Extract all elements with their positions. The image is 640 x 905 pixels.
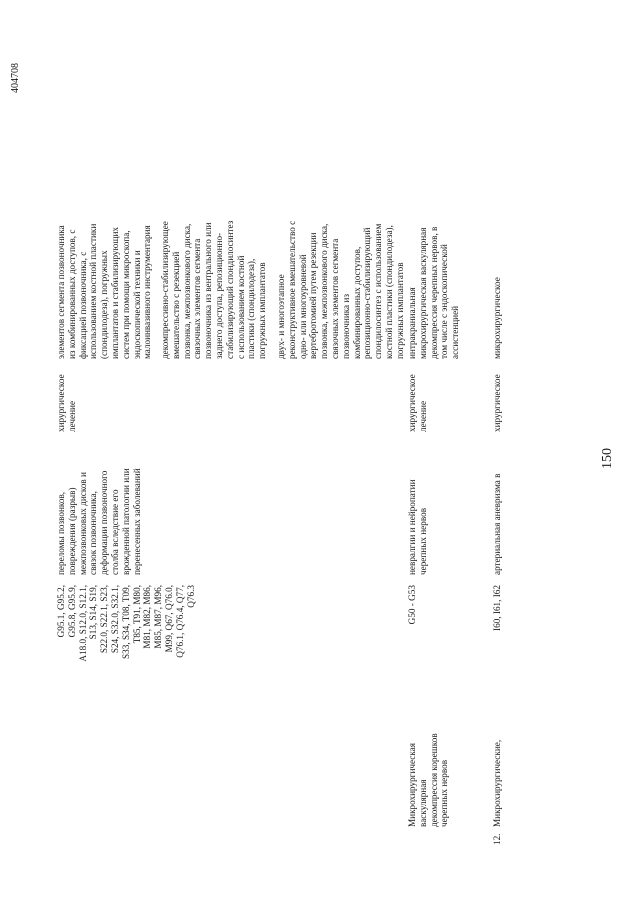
table-row-0-diagnosis: переломы позвонков, повреждения (разрыв) межпозвонковых дисков и связок позвоночника, деформации позвоночного столба вследствие его врожденной патологии или перенесенных заболеваний [56, 468, 142, 575]
table-row-0-method-1: декомпрессивно-стабилизирующее вмешательство с резекцией позвонка, межпозвонкового диска, связочных элементов сегмента позвоночника из вентрального или заднего доступа, репозиционно- стабилизирующий спондилосинтез с использованием костной пластики (спондилодеза), погружных имплантатов [160, 220, 268, 359]
table-row-1-method-0: интракраниальная микрохирургическая васкулярная декомпрессия черепных нервов, в том числе с эндоскопической ассистенцией [407, 226, 461, 359]
table-row-2-treatment: хирургическое [492, 374, 502, 432]
table-row-0-codes: G95.1, G95.2, G95.8, G95.9, A18.0, S12.0, S12.1, S13, S14, S19, S22.0, S22.1, S23, S24, S32.0, S32.1, S33, S34, T08, T09, T85, T91, M80, M81, M82, M86, M85, M87, M96, M99, Q67, Q76.0, Q76.1, Q76.4, Q77, Q76.3 [56, 585, 196, 662]
table-row-2-diagnosis: артериальная аневризма в [492, 473, 502, 575]
table-row-2-name: Микрохирургические, [492, 739, 502, 827]
table-row-1-codes: G50 - G53 [407, 585, 417, 625]
document-number: 404708 [10, 63, 21, 93]
table-row-0-treatment: хирургическое лечение [56, 374, 77, 432]
table-row-1-name: Микрохирургическая васкулярная декомпрессия корешков черепных нервов [407, 733, 450, 827]
table-row-2-number: 12. [492, 833, 502, 845]
table-row-1-treatment: хирургическое лечение [407, 374, 428, 432]
table-row-0-method-0: элементов сегмента позвоночника из комбинированных доступов, с фиксацией позвоночника, с использованием костной пластики (спондилодеза), погружных имплантатов и стабилизирующих систем при помощи микроскопа, эндоскопической техники и малоинвазивного инструментария [56, 223, 153, 359]
table-row-2-codes: I60, I61, I62 [492, 585, 502, 631]
page-number: 150 [600, 448, 615, 469]
table-row-1-diagnosis: невралгии и нейропатии черепных нервов [407, 479, 428, 575]
table-row-0-method-2: двух- и многоэтапное реконструктивное вмешательство с одно- или многоуровневой вертебротомией путем резекции позвонка, межпозвонкового диска, связочных элементов сегмента позвоночника из комбинированных доступов, репозиционно-стабилизирующий спондилосинтез с использованием костной пластики (спондилодеза), погружных имплантатов [276, 220, 405, 359]
table-row-2-method-0: микрохирургическое [492, 277, 502, 359]
